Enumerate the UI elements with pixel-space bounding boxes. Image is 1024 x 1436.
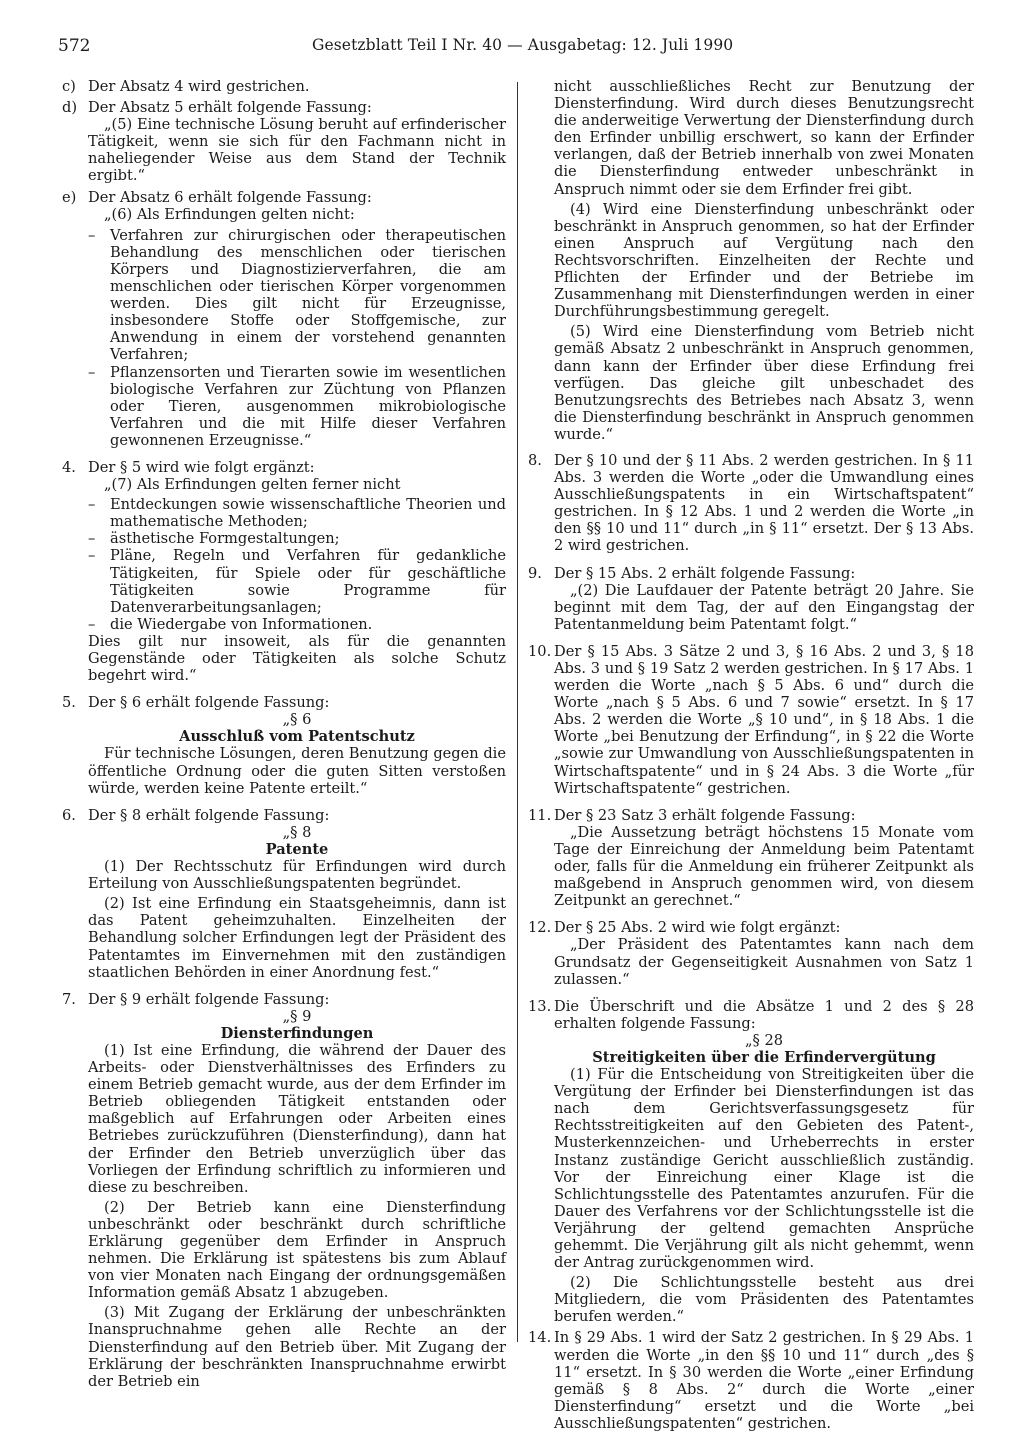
quote-paragraph: „Die Aussetzung beträgt höchstens 15 Monate vom Tage der Einreichung der Anmeldung beim Patentamt oder, falls für die Anmeldung ein früherer Zeitpunkt als maßgebend in Anspruch genommen wird, von diesem Zeitpunkt an gerechnet.“	[554, 823, 974, 910]
section-number: „§ 28	[744, 1031, 784, 1049]
dash-item: – ästhetische Formgestaltungen;	[88, 530, 340, 548]
section-number: „§ 8	[282, 823, 312, 841]
item-label: 6.	[62, 806, 76, 824]
item-label: 9.	[528, 564, 542, 582]
dash-item: – Pläne, Regeln und Verfahren für gedankliche Tätigkeiten, für Spiele oder für geschäftliche Tätigkeiten sowie Programme für Datenverarbeitungsanlagen;	[88, 547, 506, 616]
item-text: Der § 15 Abs. 3 Sätze 2 und 3, § 16 Abs. 2 und 3, § 18 Abs. 3 und § 19 Satz 2 werden gestrichen. In § 17 Abs. 1 werden die Worte „nach § 5 Abs. 6 und“ durch die Worte „nach § 5 Abs. 6 und 7 sowie“ ersetzt. In § 17 Abs. 2 werden die Worte „§ 10 und“, in § 18 Abs. 1 die Worte „bei Benutzung der Erfindung“, in § 22 die Worte „sowie zur Umwandlung von Ausschließungspatenten in Wirtschaftspatente“ und in § 24 Abs. 3 die Worte „für Wirtschaftspatente“ gestrichen.	[554, 642, 974, 797]
list-item	[62, 189, 506, 223]
list-item	[528, 998, 974, 1326]
item-label: 7.	[62, 990, 76, 1008]
section-paragraph: (2) Die Schlichtungsstelle besteht aus drei Mitgliedern, die vom Präsidenten des Patentamtes berufen werden.“	[554, 1274, 974, 1326]
quote-paragraph: „(5) Eine technische Lösung beruht auf erfinderischer Tätigkeit, wenn sie sich für den Fachmann nicht in naheliegender Weise aus dem Stand der Technik ergibt.“	[88, 116, 506, 185]
section-paragraph: (3) Mit Zugang der Erklärung der unbeschränkten Inanspruchnahme gehen alle Rechte an der Diensterfindung auf den Betrieb über. Mit Zugang der Erklärung der beschränkten Inanspruchnahme erwirbt der Betrieb ein	[88, 1304, 506, 1390]
section-paragraph: (1) Der Rechtsschutz für Erfindungen wird durch Erteilung von Ausschließungspatenten begründet.	[88, 858, 506, 893]
section-paragraph: (2) Der Betrieb kann eine Diensterfindung unbeschränkt oder beschränkt durch schriftliche Erklärung gegenüber dem Erfinder in Anspruch nehmen. Die Erklärung ist spätestens bis zum Ablauf von vier Monaten nach Eingang der ordnungsgemäßen Information gemäß Absatz 1 abzugeben.	[88, 1198, 506, 1302]
dash-item: – Pflanzensorten und Tierarten sowie im wesentlichen biologische Verfahren zur Züchtung von Pflanzen oder Tieren, ausgenommen mikrobiologische Verfahren und die mit Hilfe dieser Verfahren gewonnenen Erzeugnisse.“	[88, 363, 506, 449]
item-text: Der § 5 wird wie folgt ergänzt:	[88, 458, 315, 476]
section-heading: Ausschluß vom Patentschutz	[179, 728, 415, 746]
list-item	[62, 99, 506, 184]
list-item	[62, 459, 506, 684]
item-text: Der § 15 Abs. 2 erhält folgende Fassung:	[554, 564, 856, 582]
dash-item: – die Wiedergabe von Informationen.	[88, 615, 373, 633]
item-label: 4.	[62, 458, 76, 476]
item-label: c)	[62, 78, 76, 95]
section-heading: Patente	[265, 840, 329, 858]
list-item	[62, 807, 506, 981]
dash-text: Entdeckungen sowie wissenschaftliche Theorien und mathematische Methoden;	[110, 496, 506, 531]
item-text: Der § 10 und der § 11 Abs. 2 werden gestrichen. In § 11 Abs. 3 werden die Worte „oder die Umwandlung eines Ausschließungspatents in ein Wirtschaftspatent“ gestrichen. In § 12 Abs. 1 und 2 werden die Worte „in den §§ 10 und 11“ durch „in § 11“ ersetzt. Der § 13 Abs. 2 wird gestrichen.	[554, 451, 974, 555]
section-paragraph: Für technische Lösungen, deren Benutzung gegen die öffentliche Ordnung oder die guten Sitten verstoßen würde, werden keine Patente erteilt.“	[88, 745, 506, 797]
item-label: e)	[62, 188, 77, 206]
list-item	[528, 807, 974, 910]
item-text: Der Absatz 5 erhält folgende Fassung:	[88, 99, 372, 117]
section-heading: Diensterfindungen	[220, 1024, 374, 1042]
section-heading: Streitigkeiten über die Erfindervergütung	[592, 1048, 936, 1066]
dash-item: – Verfahren zur chirurgischen oder therapeutischen Behandlung des menschlichen oder tierischen Körpers und Diagnostizierverfahren, die am menschlichen oder tierischen Körper vorgenommen werden. Dies gilt nicht für Erzeugnisse, insbesondere Stoffe oder Stoffgemische, zur Anwendung in einem der vorstehend genannten Verfahren;	[88, 226, 506, 364]
item-label: 10.	[528, 642, 552, 660]
list-item	[528, 565, 974, 633]
item-tail: Dies gilt nur insoweit, als für die genannten Gegenstände oder Tätigkeiten als solche Schutz begehrt wird.“	[88, 632, 506, 685]
item-text: Der Absatz 4 wird gestrichen.	[88, 78, 310, 95]
section-paragraph: (5) Wird eine Diensterfindung vom Betrieb nicht gemäß Absatz 2 unbeschränkt in Anspruch genommen, dann kann der Erfinder über diese Erfindung frei verfügen. Das gleiche gilt unbeschadet des Benutzungsrechts des Betriebes nach Absatz 3, wenn die Diensterfindung beschränkt in Anspruch genommen wurde.“	[554, 323, 974, 443]
item-label: 5.	[62, 694, 76, 712]
item-label: d)	[62, 99, 78, 117]
item-text: Der Absatz 6 erhält folgende Fassung:	[88, 188, 372, 206]
column-divider	[517, 82, 518, 1342]
item-label: 13.	[528, 997, 552, 1015]
page-header	[58, 36, 978, 58]
item-text: In § 29 Abs. 1 wird der Satz 2 gestrichen. In § 29 Abs. 1 werden die Worte „in den §§ 10 und 11“ durch „des § 11“ ersetzt. In § 30 werden die Worte „einer Erfindung gemäß § 8 Abs. 2“ durch die Worte „einer Diensterfindung“ ersetzt und die Worte „bei Ausschließungspatenten“ gestrichen.	[554, 1329, 974, 1432]
right-column	[528, 78, 974, 1436]
quote-lead: „(6) Als Erfindungen gelten nicht:	[104, 205, 355, 223]
section-number: „§ 6	[282, 711, 312, 729]
dash-text: Pläne, Regeln und Verfahren für gedankliche Tätigkeiten, für Spiele oder für geschäftliche Tätigkeiten sowie Programme für Datenverarbeitungsanlagen;	[110, 547, 506, 616]
dash-text: ästhetische Formgestaltungen;	[110, 530, 340, 548]
section-paragraph: (4) Wird eine Diensterfindung unbeschränkt oder beschränkt in Anspruch genommen, so hat der Erfinder einen Anspruch auf Vergütung nach den Rechtsvorschriften. Einzelheiten der Rechte und Pflichten der Erfinder und der Betriebe im Zusammenhang mit Diensterfindungen werden in einer Durchführungsbestimmung geregelt.	[554, 200, 974, 321]
dash-text: Pflanzensorten und Tierarten sowie im wesentlichen biologische Verfahren zur Züchtung von Pflanzen oder Tieren, ausgenommen mikrobiologische Verfahren und die mit Hilfe dieser Verfahren gewonnenen Erzeugnisse.“	[110, 363, 506, 449]
quote-paragraph: „(2) Die Laufdauer der Patente beträgt 20 Jahre. Sie beginnt mit dem Tag, der auf den Eingangstag der Patentanmeldung beim Patentamt folgt.“	[554, 581, 974, 633]
quote-paragraph: „Der Präsident des Patentamtes kann nach dem Grundsatz der Gegenseitigkeit Ausnahmen von Satz 1 zulassen.“	[554, 936, 974, 988]
section-number: „§ 9	[282, 1007, 312, 1025]
page-title: Gesetzblatt Teil I Nr. 40 — Ausgabetag: 12. Juli 1990	[312, 36, 734, 54]
page-number: 572	[58, 36, 91, 56]
quote-lead: „(7) Als Erfindungen gelten ferner nicht	[104, 476, 401, 494]
list-item	[62, 991, 506, 1390]
section-paragraph: (1) Ist eine Erfindung, die während der Dauer des Arbeits- oder Dienstverhältnisses des Erfinders zu einem Betrieb gemacht wurde, aus der dem Erfinder im Betrieb obliegenden Tätigkeit entstanden oder maßgeblich auf Erfahrungen oder Arbeiten eines Betriebes zurückzuführen (Diensterfindung), dann hat der Erfinder den Betrieb unverzüglich über das Vorliegen der Erfindung schriftlich zu informieren und diese zu beschreiben.	[88, 1041, 506, 1196]
dash-text: die Wiedergabe von Informationen.	[110, 615, 373, 633]
item-text: Der § 9 erhält folgende Fassung:	[88, 990, 330, 1008]
list-item	[528, 452, 974, 555]
section-paragraph: (1) Für die Entscheidung von Streitigkeiten über die Vergütung der Erfinder bei Diensterfindungen ist das nach dem Gerichtsverfassungsgesetz für Rechtsstreitigkeiten auf den Gebieten des Patent-, Musterkennzeichen- und Urheberrechts in erster Instanz zuständige Gericht ausschließlich zuständig. Vor der Einreichung einer Klage ist die Schlichtungsstelle des Patentamtes anzurufen. Für die Dauer des Verfahrens vor der Schlichtungsstelle ist die Verjährung der geltend gemachten Ansprüche gehemmt. Die Verjährung gilt als nicht gehemmt, wenn der Antrag zurückgenommen wird.	[554, 1066, 974, 1272]
item-text: Der § 23 Satz 3 erhält folgende Fassung:	[554, 806, 856, 824]
item-text: Der § 8 erhält folgende Fassung:	[88, 806, 330, 824]
item-text: Der § 25 Abs. 2 wird wie folgt ergänzt:	[554, 919, 841, 937]
section-paragraph: (2) Ist eine Erfindung ein Staatsgeheimnis, dann ist das Patent geheimzuhalten. Einzelheiten der Behandlung solcher Erfindungen legt der Präsident des Patentamtes im Einvernehmen mit den zuständigen staatlichen Behörden in einer Anordnung fest.“	[88, 895, 506, 981]
item-text: Die Überschrift und die Absätze 1 und 2 des § 28 erhalten folgende Fassung:	[554, 997, 974, 1032]
list-item	[528, 643, 974, 797]
continued-paragraph: nicht ausschließliches Recht zur Benutzung der Diensterfindung. Wird durch dieses Benutzungsrecht die anderweitige Verwertung der Diensterfindung durch den Erfinder unbillig erschwert, so kann der Erfinder verlangen, daß der Betrieb innerhalb von zwei Monaten die Diensterfindung entweder unbeschränkt in Anspruch nimmt oder sie dem Erfinder frei gibt.	[554, 78, 974, 198]
item-label: 12.	[528, 919, 552, 937]
item-label: 11.	[528, 806, 552, 824]
item-label: 14.	[528, 1329, 552, 1347]
item-text: Der § 6 erhält folgende Fassung:	[88, 694, 330, 712]
item-label: 8.	[528, 451, 542, 469]
dash-item: – Entdeckungen sowie wissenschaftliche Theorien und mathematische Methoden;	[88, 496, 506, 531]
list-item	[62, 78, 506, 95]
dash-text: Verfahren zur chirurgischen oder therapeutischen Behandlung des menschlichen oder tierischen Körpers und Diagnostizierverfahren, die am menschlichen oder tierischen Körper vorgenommen werden. Dies gilt nicht für Erzeugnisse, insbesondere Stoffe oder Stoffgemische, zur Anwendung in einem der vorstehend genannten Verfahren;	[110, 226, 506, 364]
list-item	[528, 919, 974, 987]
list-item	[62, 694, 506, 797]
left-column	[62, 78, 506, 1394]
list-item	[528, 1329, 974, 1432]
